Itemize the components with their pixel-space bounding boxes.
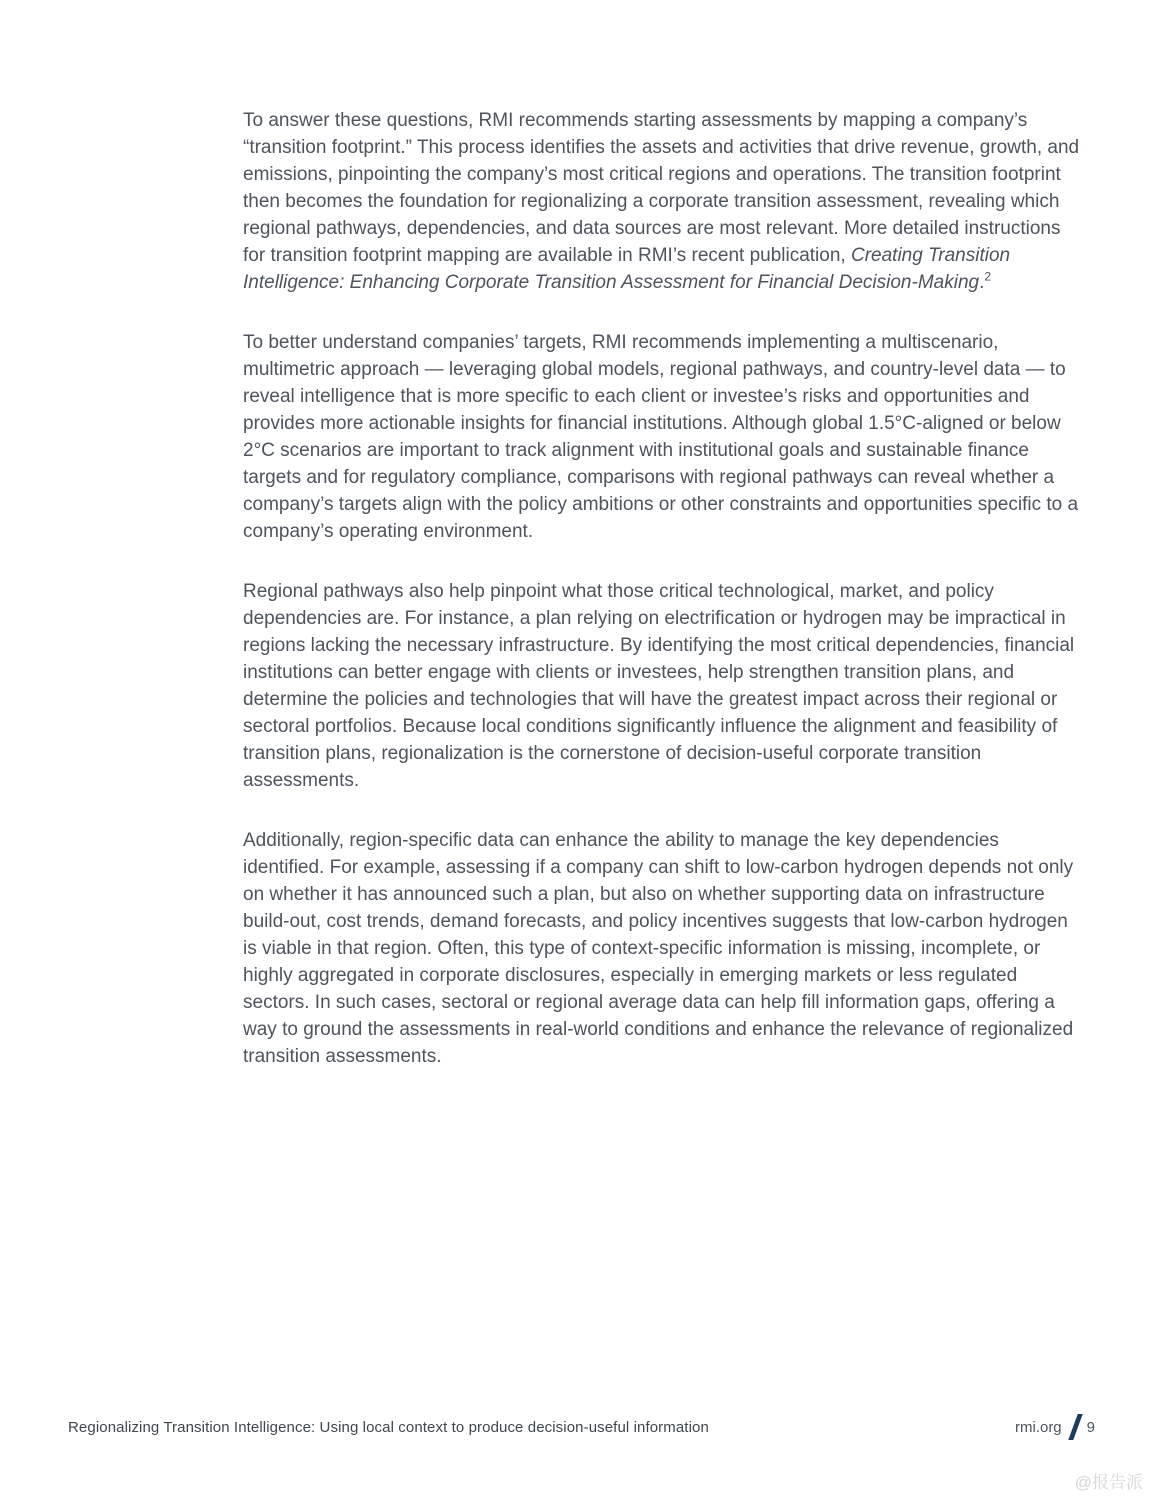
body-paragraph-4: Additionally, region-specific data can enhance the ability to manage the key dependencies identified. For example, assessing if a company can shift to low-carbon hydrogen depends not only on whether it has announced such a plan, but also on whether supporting data on infrastructure build-out, cost trends, demand forecasts, and policy incentives suggests that low-carbon hydrogen is viable in that region. Often, this type of context-specific information is missing, incomplete, or highly aggregated in corporate disclosures, especially in emerging markets or less regulated sectors. In such cases, sectoral or regional average data can help fill information gaps, offering a way to ground the assessments in real-world conditions and enhance the relevance of regionalized transition assessments.: [243, 830, 1074, 1067]
body-paragraph-2: To better understand companies’ targets, RMI recommends implementing a multiscenario, multimetric approach — leveraging global models, regional pathways, and country-level data — to reveal intelligence that is more specific to each client or investee’s risks and opportunities and provides more actionable insights for financial institutions. Although global 1.5°C-aligned or below 2°C scenarios are important to track alignment with institutional goals and sustainable finance targets and for regulatory compliance, comparisons with regional pathways can reveal whether a company’s targets align with the policy ambitions or other constraints and opportunities specific to a company’s operating environment.: [243, 332, 1079, 542]
footnote-reference-2: 2: [984, 269, 992, 284]
paragraph-1-period: .: [979, 272, 985, 293]
body-paragraph-1: [243, 107, 1081, 296]
watermark-text: @报告派: [1074, 1473, 1143, 1492]
slash-icon: [1068, 1414, 1082, 1440]
rmi-org-link[interactable]: rmi.org: [1014, 1418, 1062, 1436]
page-number: 9: [1086, 1418, 1095, 1436]
body-paragraph-3: Regional pathways also help pinpoint what those critical technological, market, and policy dependencies are. For instance, a plan relying on electrification or hydrogen may be impractical in regions lacking the necessary infrastructure. By identifying the most critical dependencies, financial institutions can better engage with clients or investees, help strengthen transition plans, and determine the policies and technologies that will have the greatest impact across their regional or sectoral portfolios. Because local conditions significantly influence the alignment and feasibility of transition plans, regionalization is the cornerstone of decision-useful corporate transition assessments.: [243, 581, 1075, 791]
publication-title-italic: Creating Transition Intelligence: Enhancing Corporate Transition Assessment for Financial Decision-Making: [243, 245, 1011, 293]
paragraph-1-text: To answer these questions, RMI recommends starting assessments by mapping a company’s “transition footprint.” This process identifies the assets and activities that drive revenue, growth, and emissions, pinpointing the company’s most critical regions and operations. The transition footprint then becomes the foundation for regionalizing a corporate transition assessment, revealing which regional pathways, dependencies, and data sources are most relevant. More detailed instructions for transition footprint mapping are available in RMI’s recent publication,: [243, 110, 1080, 266]
footer-report-title: Regionalizing Transition Intelligence: Using local context to produce decision-useful information: [68, 1418, 709, 1436]
page-footer: [68, 1414, 1095, 1440]
document-body: [243, 107, 1081, 1103]
footer-right-group: [1015, 1414, 1095, 1440]
